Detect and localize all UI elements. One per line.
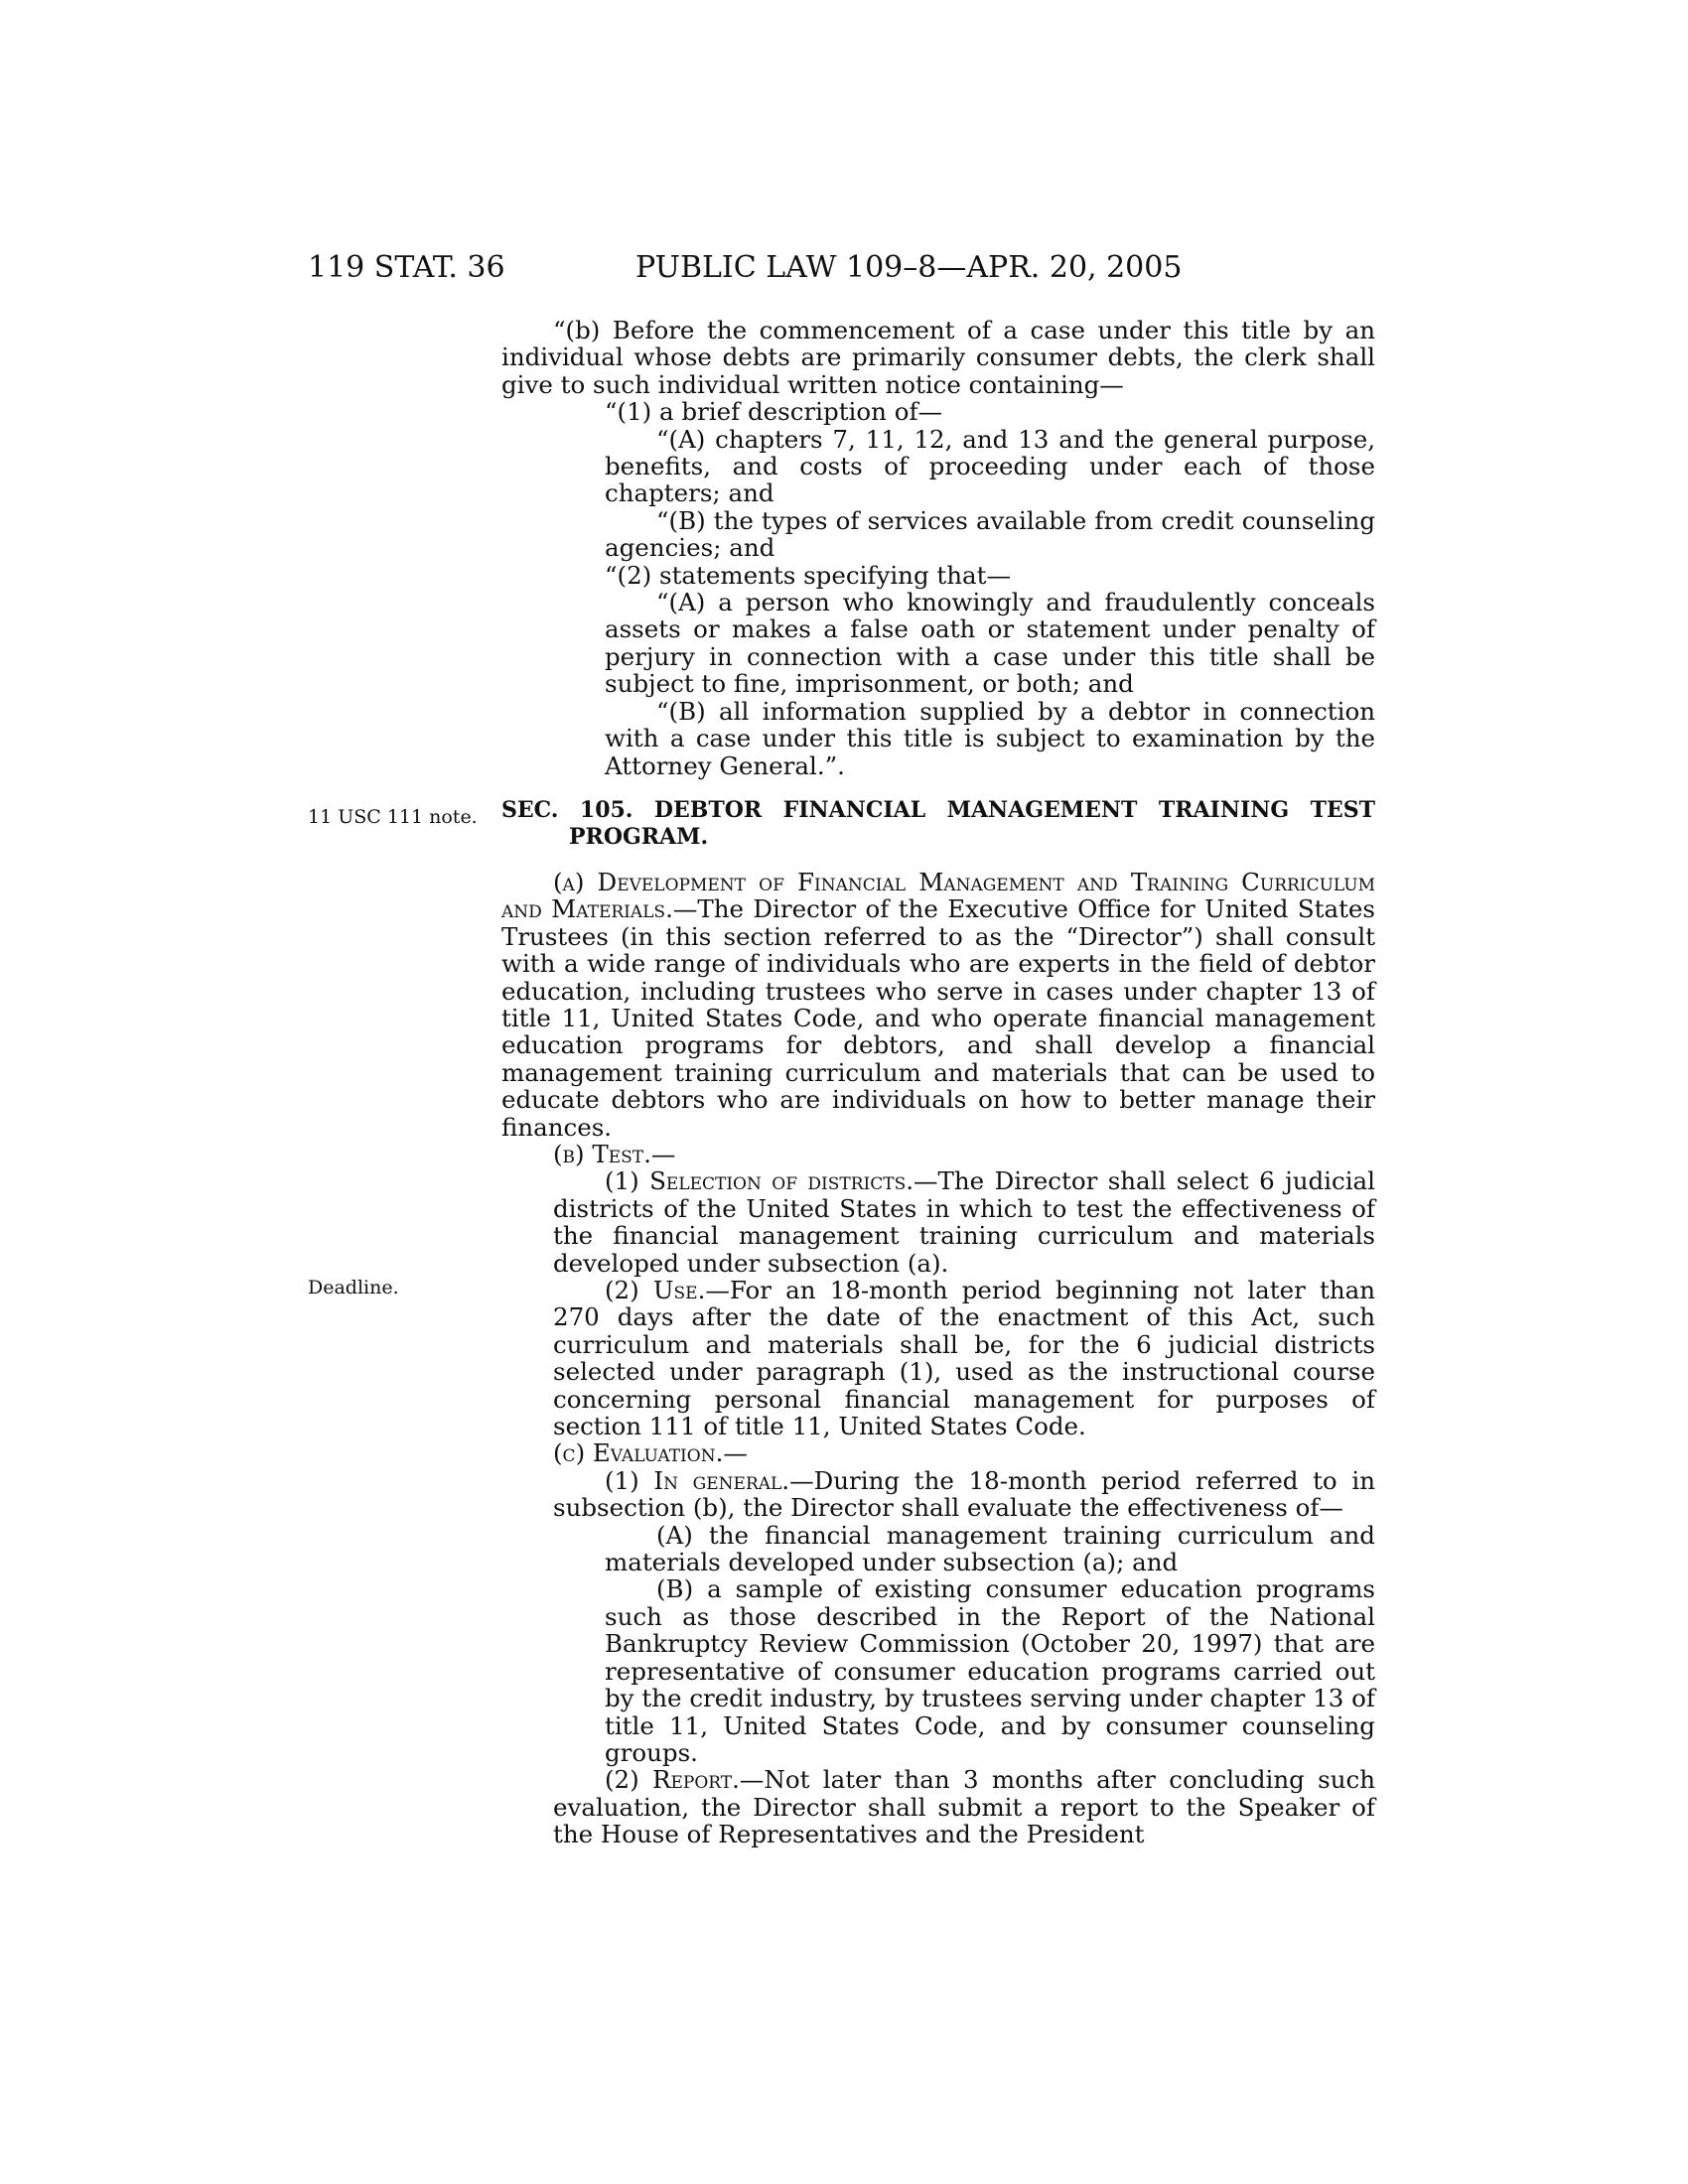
paragraph-1-description: “(1) a brief description of— — [605, 397, 943, 427]
paragraph-c2 — [501, 1766, 1375, 1847]
paragraph-b1-text: —The Director shall select 6 judicial districts of the United States in which to test the effectiveness of the financial management training curriculum and materials developed under subsection (a). — [553, 1166, 1375, 1278]
subsection-c-dash: — — [723, 1438, 748, 1468]
running-title: PUBLIC LAW 109–8—APR. 20, 2005 — [635, 250, 1183, 285]
paragraph-2-statements: “(2) statements specifying that— — [605, 560, 1011, 590]
subparagraph-2A: “(A) a person who knowingly and fraudulently conceals assets or makes a false oath or statement under penalty of perjury in connection with a case under this title shall be subject to fine, imprisonment, or both; and — [605, 588, 1375, 699]
paragraph-b2 — [501, 1277, 1375, 1439]
paragraph-c1-text: —During the 18-month period referred to in subsection (b), the Director shall evaluate the effectiveness of— — [553, 1465, 1375, 1523]
statute-page-number: 119 STAT. 36 — [308, 250, 505, 285]
paragraph-b1 — [501, 1167, 1375, 1277]
deadline-margin-note: Deadline. — [308, 1277, 399, 1298]
subsection-a-heading: (a) Development of Financial Management and Training Curriculum and Materials. — [501, 867, 1375, 924]
subsection-b-dash: — — [650, 1139, 676, 1168]
subparagraph-cB: (B) a sample of existing consumer education programs such as those described in the Report of the National Bankruptcy Review Commission (October 20, 1997) that are representative of consumer education programs carried out by the credit industry, by trustees serving under chapter 13 of title 11, United States Code, and by consumer counseling groups. — [605, 1574, 1375, 1767]
subsection-a — [501, 869, 1375, 1141]
page-header — [0, 250, 1688, 290]
usc-margin-note: 11 USC 111 note. — [308, 806, 478, 828]
paragraph-c1-heading: (1) In general. — [605, 1465, 790, 1495]
subparagraph-1B: “(B) the types of services available from credit counseling agencies; and — [605, 505, 1375, 563]
subparagraph-1A: “(A) chapters 7, 11, 12, and 13 and the general purpose, benefits, and costs of proceeding under each of those chapters; and — [605, 424, 1375, 508]
paragraph-b1-heading: (1) Selection of districts. — [605, 1166, 914, 1196]
paragraph-c2-text: —Not later than 3 months after concluding such evaluation, the Director shall submit a report to the Speaker of the House of Representatives and the President — [553, 1765, 1375, 1849]
subparagraph-cA: (A) the financial management training curriculum and materials developed under subsection (a); and — [605, 1520, 1375, 1577]
paragraph-c2-heading: (2) Report. — [605, 1765, 740, 1795]
document-body — [501, 317, 1375, 1848]
section-heading: SEC. 105. DEBTOR FINANCIAL MANAGEMENT TRAINING TEST PROGRAM. — [501, 796, 1375, 850]
subsection-c — [501, 1439, 1375, 1466]
paragraph-b2-text: —For an 18-month period beginning not later than 270 days after the date of the enactment of this Act, such curriculum and materials shall be, for the 6 judicial districts selected under paragraph (1), used as the instructional course concerning personal financial management for purposes of section 111 of title 11, United States Code. — [553, 1276, 1376, 1441]
subsection-b — [501, 1141, 1375, 1167]
paragraph-b2-heading: (2) Use. — [605, 1276, 706, 1304]
subsection-a-text: —The Director of the Executive Office for United States Trustees (in this section referred to as the “Director”) shall consult with a wide range of individuals who are experts in the field of debtor education, including trustees who serve in cases under chapter 13 of title 11, United States Code, and who operate financial management education programs for debtors, and shall develop a financial management training curriculum and materials that can be used to educate debtors who are individuals on how to better manage their finances. — [501, 894, 1375, 1142]
subparagraph-2B: “(B) all information supplied by a debtor in connection with a case under this title is subject to examination by the Attorney General.”. — [605, 696, 1375, 780]
paragraph-b-notice: “(b) Before the commencement of a case under this title by an individual whose debts are primarily consumer debts, the clerk shall give to such individual written notice containing— — [501, 316, 1375, 399]
subsection-b-heading: (b) Test. — [553, 1139, 651, 1168]
paragraph-c1 — [501, 1467, 1375, 1522]
subsection-c-heading: (c) Evaluation. — [553, 1438, 724, 1468]
